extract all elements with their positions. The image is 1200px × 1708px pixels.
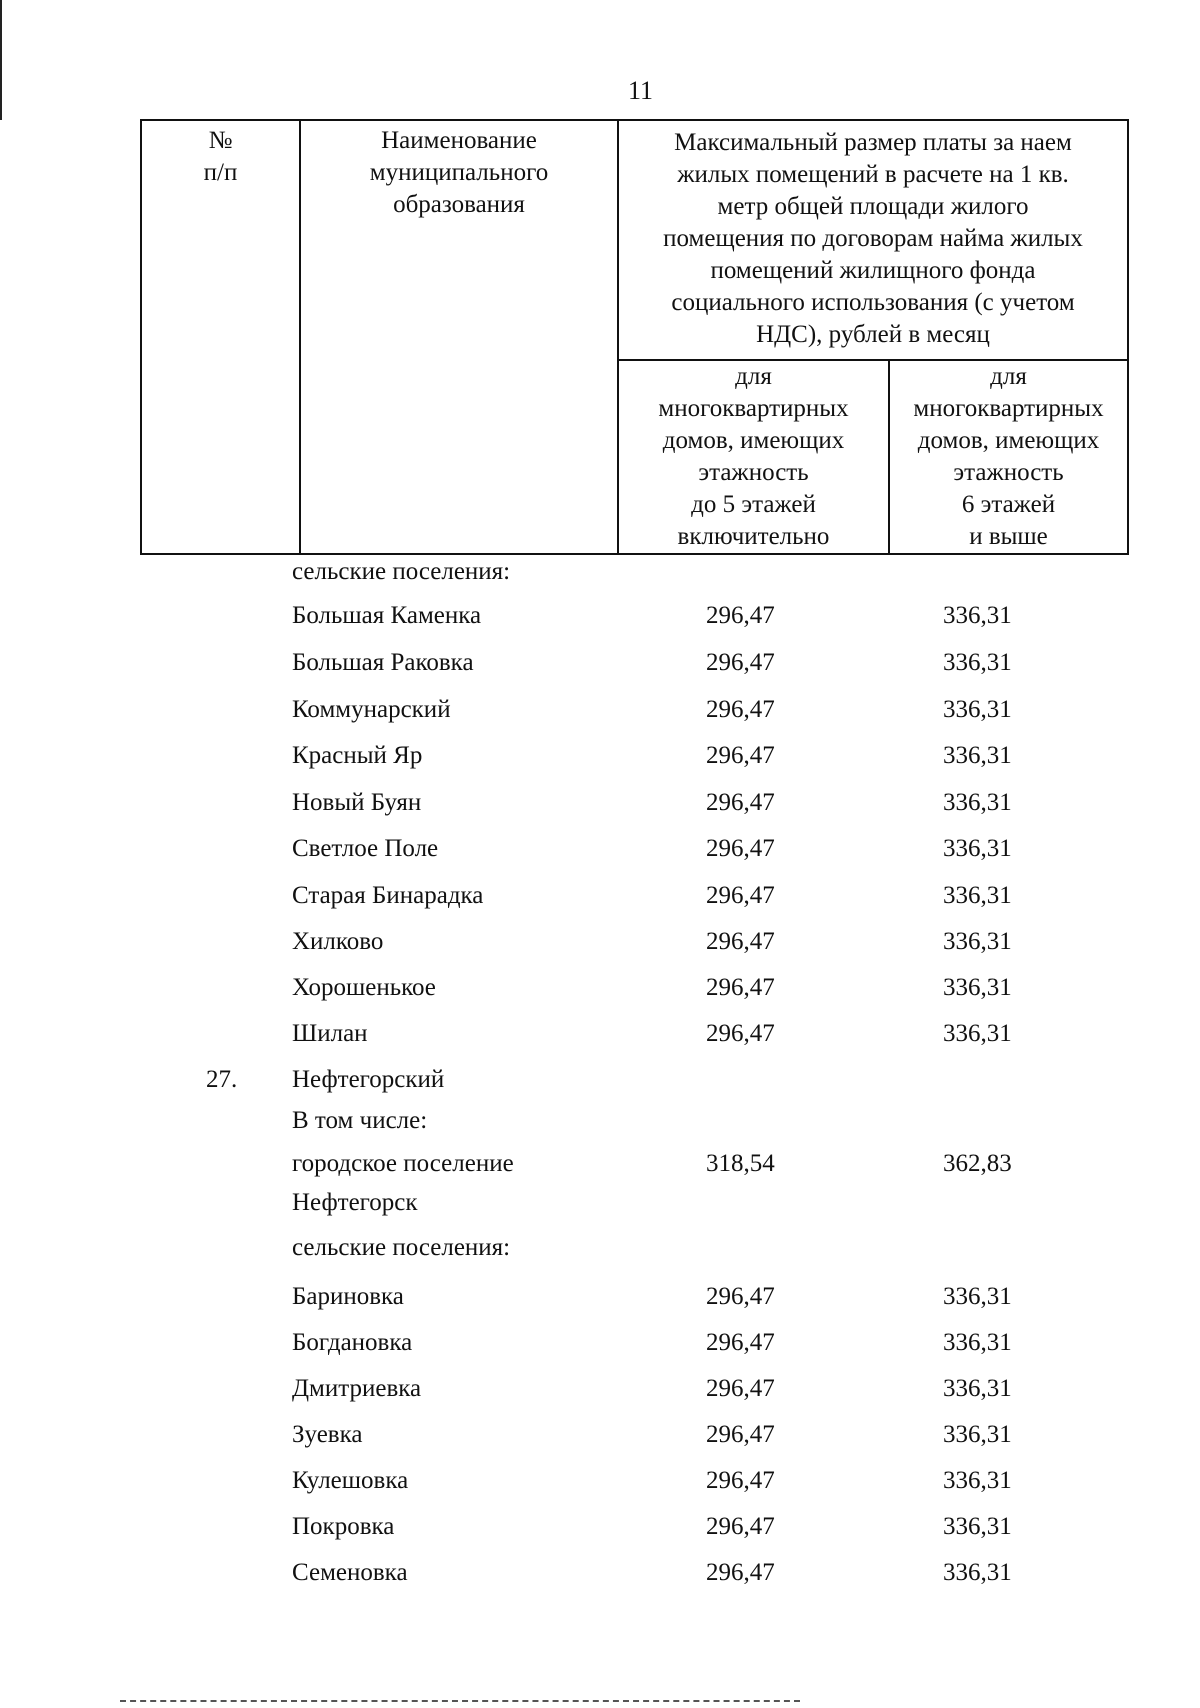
header-col-name — [300, 120, 618, 554]
row-name: Большая Каменка — [292, 602, 482, 629]
header-subcol-line: включительно — [677, 523, 830, 550]
row-name: сельские поселения: — [292, 1234, 511, 1261]
header-subcol-6-floors-and-above — [889, 360, 1128, 554]
row-value-up-to-5: 296,47 — [706, 696, 775, 723]
row-name: сельские поселения: — [292, 558, 511, 585]
row-value-6-plus: 336,31 — [943, 789, 1012, 816]
row-value-up-to-5: 296,47 — [706, 789, 775, 816]
header-subcol-line: и выше — [969, 523, 1048, 550]
row-value-6-plus: 336,31 — [943, 835, 1012, 862]
header-subcol-line: для — [735, 363, 772, 390]
row-value-up-to-5: 296,47 — [706, 1375, 775, 1402]
header-subcol-line: домов, имеющих — [662, 427, 845, 454]
header-subcol-line: домов, имеющих — [917, 427, 1100, 454]
row-value-up-to-5: 296,47 — [706, 1513, 775, 1540]
table-header — [140, 119, 1129, 555]
row-value-up-to-5: 296,47 — [706, 974, 775, 1001]
row-value-6-plus: 336,31 — [943, 1375, 1012, 1402]
row-name: Бариновка — [292, 1283, 404, 1310]
row-value-6-plus: 336,31 — [943, 1020, 1012, 1047]
header-col-name-line: образования — [393, 191, 525, 218]
page-number: 11 — [628, 76, 654, 105]
row-value-up-to-5: 296,47 — [706, 1020, 775, 1047]
row-name: Красный Яр — [292, 742, 423, 769]
row-value-up-to-5: 296,47 — [706, 602, 775, 629]
row-name: Кулешовка — [292, 1467, 409, 1494]
header-subcol-line: этажность — [698, 459, 809, 486]
row-value-up-to-5: 296,47 — [706, 1467, 775, 1494]
row-value-up-to-5: 296,47 — [706, 1329, 775, 1356]
row-value-6-plus: 336,31 — [943, 974, 1012, 1001]
header-col-name-line: Наименование — [381, 127, 537, 154]
row-name: Старая Бинарадка — [292, 882, 484, 909]
row-name: Богдановка — [292, 1329, 413, 1356]
header-subcol-line: до 5 этажей — [691, 491, 816, 518]
header-col-number-line: № — [208, 127, 233, 154]
header-subcol-line: 6 этажей — [961, 491, 1056, 518]
row-value-up-to-5: 296,47 — [706, 742, 775, 769]
header-col-max-line: метр общей площади жилого — [717, 193, 1029, 220]
row-value-6-plus: 362,83 — [943, 1150, 1012, 1177]
header-subcol-line: многоквартирных — [658, 395, 849, 422]
row-name: Новый Буян — [292, 789, 422, 816]
row-value-6-plus: 336,31 — [943, 1329, 1012, 1356]
row-name: Коммунарский — [292, 696, 451, 723]
header-col-max-payment — [618, 120, 1128, 360]
header-subcol-line: этажность — [953, 459, 1064, 486]
header-subcol-line: для — [990, 363, 1027, 390]
row-value-up-to-5: 296,47 — [706, 1421, 775, 1448]
row-name: Хилково — [292, 928, 384, 955]
row-value-6-plus: 336,31 — [943, 649, 1012, 676]
row-value-up-to-5: 296,47 — [706, 1283, 775, 1310]
row-value-6-plus: 336,31 — [943, 1559, 1012, 1586]
row-name: Нефтегорск — [292, 1189, 418, 1216]
row-value-up-to-5: 296,47 — [706, 835, 775, 862]
row-name: Зуевка — [292, 1421, 363, 1448]
row-value-6-plus: 336,31 — [943, 928, 1012, 955]
header-subcol-up-to-5-floors — [618, 360, 889, 554]
row-name: Шилан — [292, 1020, 368, 1047]
header-col-max-line: помещений жилищного фонда — [710, 257, 1036, 284]
row-value-6-plus: 336,31 — [943, 1513, 1012, 1540]
header-col-max-line: жилых помещений в расчете на 1 кв. — [677, 161, 1069, 188]
row-value-up-to-5: 296,47 — [706, 882, 775, 909]
row-index: 27. — [206, 1066, 238, 1093]
header-subcol-line: многоквартирных — [913, 395, 1104, 422]
header-col-max-line: социального использования (с учетом — [671, 289, 1075, 316]
row-name: Семеновка — [292, 1559, 408, 1586]
row-value-6-plus: 336,31 — [943, 1467, 1012, 1494]
header-col-max-line: НДС), рублей в месяц — [756, 321, 990, 348]
row-value-6-plus: 336,31 — [943, 1283, 1012, 1310]
row-value-up-to-5: 296,47 — [706, 928, 775, 955]
header-col-max-line: Максимальный размер платы за наем — [674, 129, 1072, 156]
row-value-up-to-5: 318,54 — [706, 1150, 775, 1177]
row-name: Хорошенькое — [292, 974, 436, 1001]
header-col-max-line: помещения по договорам найма жилых — [663, 225, 1083, 252]
row-name: Покровка — [292, 1513, 395, 1540]
header-col-name-line: муниципального — [369, 159, 549, 186]
row-name: Дмитриевка — [292, 1375, 422, 1402]
row-name: Нефтегорский — [292, 1066, 445, 1093]
scan-edge-line — [0, 0, 2, 120]
header-col-number-line: п/п — [203, 159, 238, 186]
row-value-up-to-5: 296,47 — [706, 1559, 775, 1586]
row-value-6-plus: 336,31 — [943, 742, 1012, 769]
header-col-number — [141, 120, 300, 554]
row-name: городское поселение — [292, 1150, 514, 1177]
row-name: В том числе: — [292, 1107, 428, 1134]
row-name: Светлое Поле — [292, 835, 439, 862]
row-value-6-plus: 336,31 — [943, 602, 1012, 629]
scan-bottom-line — [120, 1700, 800, 1704]
row-value-6-plus: 336,31 — [943, 696, 1012, 723]
row-name: Большая Раковка — [292, 649, 474, 676]
row-value-up-to-5: 296,47 — [706, 649, 775, 676]
row-value-6-plus: 336,31 — [943, 882, 1012, 909]
row-value-6-plus: 336,31 — [943, 1421, 1012, 1448]
